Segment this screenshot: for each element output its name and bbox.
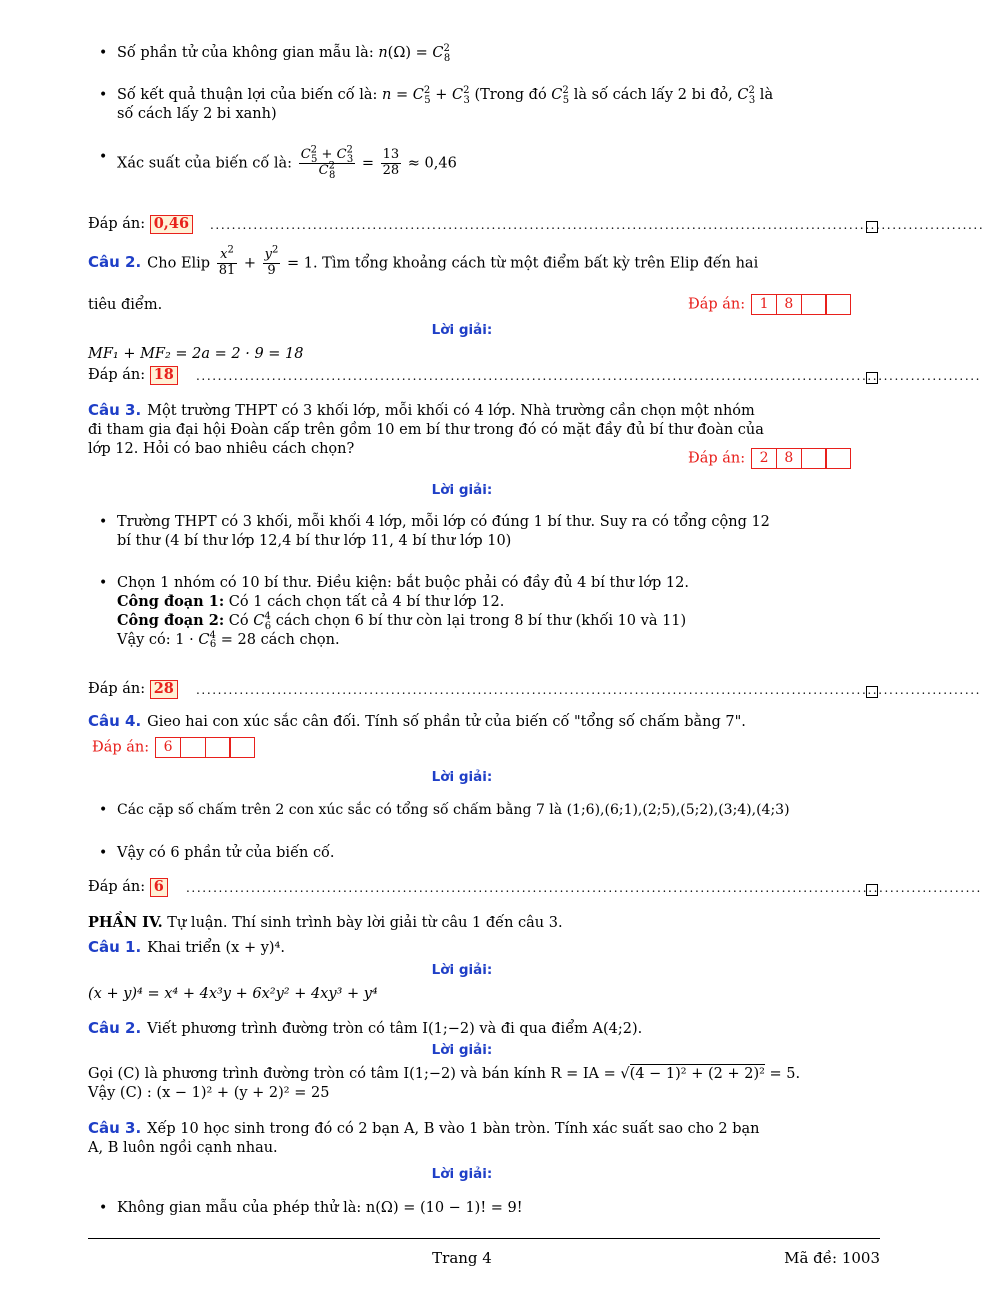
fraction: $\frac{y^2}{9}$: [264, 244, 279, 278]
answer-grid-2: Đáp án: 1 8: [688, 294, 851, 315]
bullet-e3-1: • Không gian mẫu của phép thử là: n(Ω) = (10 − 1)! = 9!: [117, 1199, 881, 1218]
answer-grid-3: Đáp án: 2 8: [688, 448, 851, 469]
fraction: $\frac{C^2_5 + C^2_3}{C^2_8}$: [300, 144, 354, 181]
grid-cell: 8: [776, 294, 802, 315]
text: Xác suất của biến cố là:: [117, 155, 297, 172]
grid-cell: [801, 448, 827, 469]
bullet-q4-1: • Các cặp số chấm trên 2 con xúc sắc có tổng số chấm bằng 7 là (1;6),(6;1),(2;5),(5;2),(3;4),(4;3): [117, 801, 881, 819]
bullet-q3-2: • Chọn 1 nhóm có 10 bí thư. Điều kiện: bắt buộc phải có đầy đủ 4 bí thư lớp 12. Công đoạn 1: Có 1 cách chọn tất cả 4 bí thư lớp 12. Công đoạn 2: Có $C^4_6$ cách chọn 6 bí thư còn lại trong 8 bí thư (khối 10 và 11) Vậy có: $1 \cdot C^4_6 = 28$ cách chọn.: [117, 574, 881, 649]
page-number: Trang 4: [432, 1249, 492, 1267]
answer-value: 28: [150, 680, 178, 699]
answer-line-4: Đáp án: 6: [88, 878, 880, 897]
answer-line-2: Đáp án: 18: [88, 366, 880, 385]
footer-divider: [88, 1238, 880, 1239]
question-label: Câu 4.: [88, 712, 142, 730]
text: Số kết quả thuận lợi của biến cố là:: [117, 87, 383, 103]
grid-cell: 1: [751, 294, 777, 315]
question-label: Câu 3.: [88, 401, 142, 419]
solution-heading: Lời giải:: [431, 769, 493, 785]
grid-cell: [825, 294, 851, 315]
bullet-probability: • Xác suất của biến cố là: $\frac{C^2_5 + C^2_3}{C^2_8}$ = $\frac{13}{28}$ ≈ 0,46: [117, 148, 881, 179]
fraction: $\frac{x^2}{81}$: [218, 244, 236, 278]
solution-heading: Lời giải:: [431, 1042, 493, 1058]
solution-heading: Lời giải:: [431, 482, 493, 498]
solution-heading: Lời giải:: [431, 1166, 493, 1182]
essay-1: Câu 1. Khai triển (x + y)⁴.: [88, 938, 285, 956]
solution-heading: Lời giải:: [431, 962, 493, 978]
question-2: Câu 2. Cho Elip $\frac{x^2}{81}$ + $\frac{y^2}{9}$ = 1. Tìm tổng khoảng cách từ một điểm bất kỳ trên Elip đến hai: [88, 244, 759, 278]
question-label: Câu 2.: [88, 253, 142, 272]
dotted-leader: ...................................................................................................................................................: [186, 881, 982, 895]
part-4-heading: PHẦN IV. Tự luận. Thí sinh trình bày lời giải từ câu 1 đến câu 3.: [88, 914, 563, 931]
end-square-icon: [866, 884, 878, 896]
essay-3: Câu 3. Xếp 10 học sinh trong đó có 2 bạn A, B vào 1 bàn tròn. Tính xác suất sao cho 2 bạn A, B luôn ngồi cạnh nhau.: [88, 1119, 760, 1156]
solution-heading: Lời giải:: [431, 322, 493, 338]
fraction: $\frac{13}{28}$: [382, 147, 400, 178]
answer-value: 0,46: [150, 215, 193, 234]
bullet-q4-2: • Vậy có 6 phần tử của biến cố.: [117, 844, 881, 863]
end-square-icon: [866, 686, 878, 698]
dotted-leader: .................................................................................................................................................: [196, 369, 982, 383]
question-2-cont: tiêu điểm.: [88, 297, 163, 313]
dotted-leader: ...............................................................................................................................................: [210, 218, 984, 232]
answer-value: 18: [150, 366, 178, 385]
grid-cell: [205, 737, 231, 758]
solution-e2: Gọi (C) là phương trình đường tròn có tâm I(1;−2) và bán kính R = IA = √(4 − 1)² + (2 + 2)² = 5. Vậy (C) : (x − 1)² + (y + 2)² = 25: [88, 1066, 801, 1101]
answer-label: Đáp án:: [88, 216, 146, 232]
answer-grid-4: Đáp án: 6: [92, 737, 255, 758]
dotted-leader: .................................................................................................................................................: [196, 683, 982, 697]
solution-e1: (x + y)⁴ = x⁴ + 4x³y + 6x²y² + 4xy³ + y⁴: [88, 986, 378, 1002]
bullet-sample-space: • Số phần tử của không gian mẫu là: $n(\Omega) = C^2_8$: [117, 44, 881, 63]
question-label: Câu 2.: [88, 1019, 142, 1037]
end-square-icon: [866, 372, 878, 384]
solution-q2: MF₁ + MF₂ = 2a = 2 · 9 = 18: [88, 346, 304, 362]
text: Số phần tử của không gian mẫu là:: [117, 45, 379, 61]
grid-cell: [825, 448, 851, 469]
question-3: Câu 3. Một trường THPT có 3 khối lớp, mỗi khối có 4 lớp. Nhà trường cần chọn một nhóm đi tham gia đại hội Đoàn cấp trên gồm 10 em bí thư trong đó có mặt đầy đủ bí thư đoàn của lớp 12. Hỏi có bao nhiêu cách chọn?: [88, 401, 764, 457]
answer-value: 6: [150, 878, 168, 897]
grid-cell: 2: [751, 448, 777, 469]
grid-cell: [801, 294, 827, 315]
grid-cell: 8: [776, 448, 802, 469]
answer-line-3: Đáp án: 28: [88, 680, 880, 699]
grid-cell: [180, 737, 206, 758]
bullet-q3-1: • Trường THPT có 3 khối, mỗi khối 4 lớp, mỗi lớp có đúng 1 bí thư. Suy ra có tổng cộng 12 bí thư (4 bí thư lớp 12,4 bí thư lớp 11, 4 bí thư lớp 10): [117, 513, 881, 551]
exam-code: Mã đề: 1003: [784, 1249, 880, 1267]
question-4: Câu 4. Gieo hai con xúc sắc cân đối. Tính số phần tử của biến cố "tổng số chấm bằng 7".: [88, 712, 746, 730]
bullet-favorable: • Số kết quả thuận lợi của biến cố là: $n = C^2_5 + C^2_3$ (Trong đó $C^2_5$ là số cách lấy 2 bi đỏ, $C^2_3$ là số cách lấy 2 bi xanh): [117, 86, 881, 124]
question-label: Câu 3.: [88, 1119, 142, 1137]
grid-cell: 6: [155, 737, 181, 758]
end-square-icon: [866, 221, 878, 233]
question-label: Câu 1.: [88, 938, 142, 956]
essay-2: Câu 2. Viết phương trình đường tròn có tâm I(1;−2) và đi qua điểm A(4;2).: [88, 1019, 643, 1037]
grid-cell: [229, 737, 255, 758]
